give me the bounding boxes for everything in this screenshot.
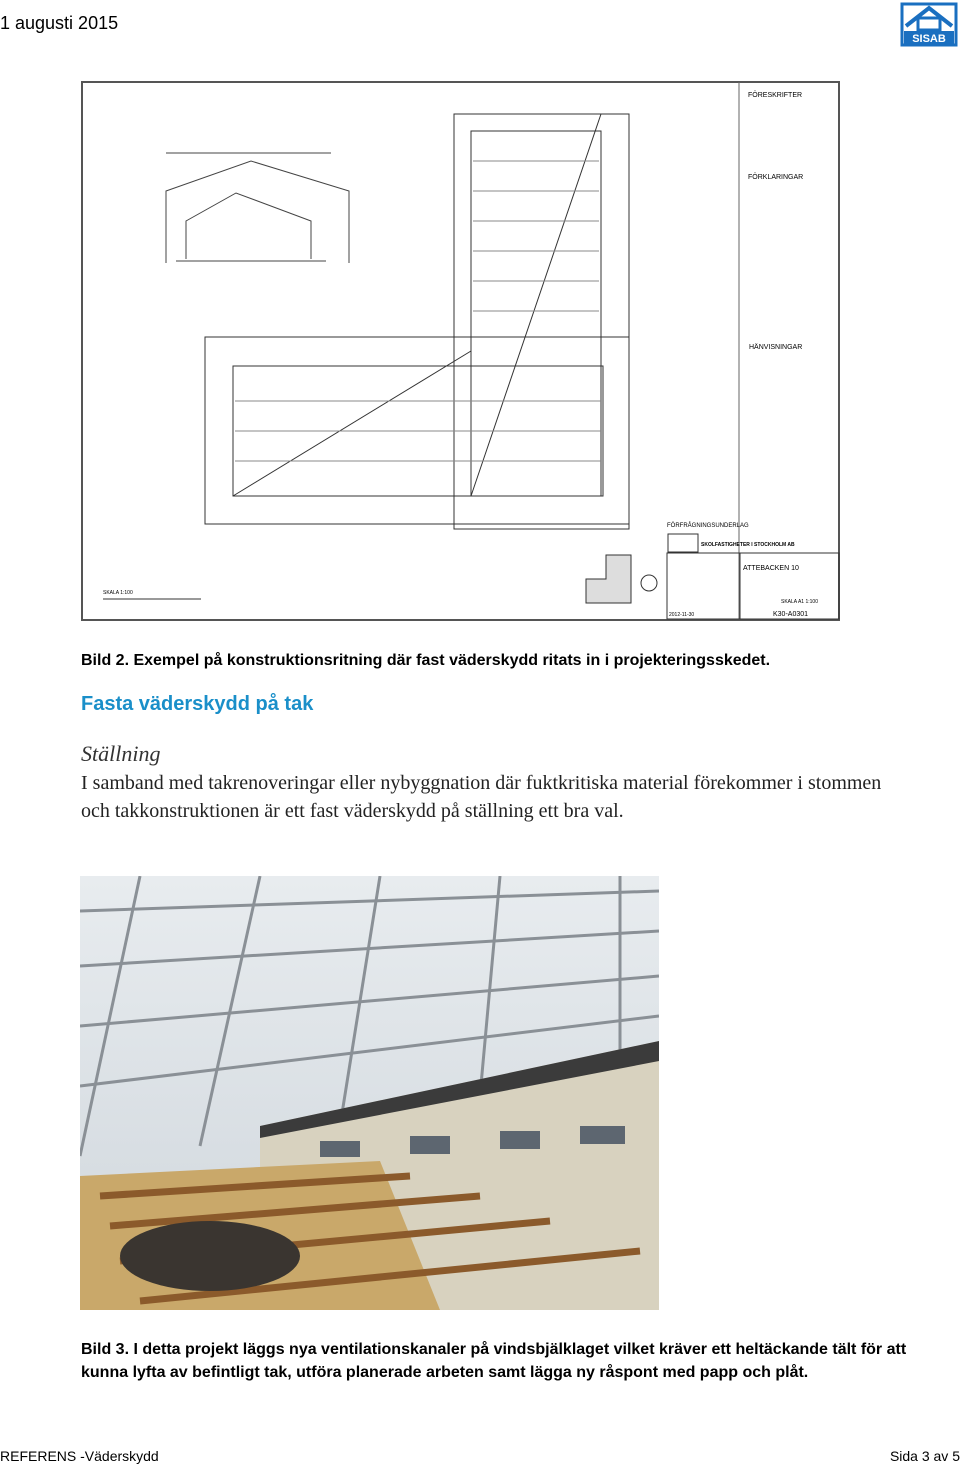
svg-text:SKOLFASTIGHETER I STOCKHOLM AB: SKOLFASTIGHETER I STOCKHOLM AB	[701, 542, 795, 548]
footer-title: REFERENS -Väderskydd	[0, 1448, 159, 1464]
svg-text:2012-11-30: 2012-11-30	[669, 612, 695, 618]
scaffold-tent-photo	[80, 876, 659, 1310]
figure-caption-3: Bild 3. I detta projekt läggs nya ventilationskanaler på vindsbjälklaget vilket kräver ett heltäckande tält för att kunna lyfta av befintligt tak, utföra planerade arbeten samt lägga ny råspont med papp och plåt.	[81, 1341, 907, 1381]
svg-text:SISAB: SISAB	[912, 33, 946, 45]
construction-drawing	[81, 81, 840, 621]
svg-text:HÄNVISNINGAR: HÄNVISNINGAR	[749, 344, 803, 351]
figure-caption-2: Bild 2. Exempel på konstruktionsritning där fast väderskydd ritats in i projekteringsskedet.	[81, 652, 771, 669]
svg-text:FÖRFRÅGNINGSUNDERLAG: FÖRFRÅGNINGSUNDERLAG	[667, 523, 749, 529]
svg-text:SKALA A1 1:100: SKALA A1 1:100	[781, 599, 818, 605]
header-date: 1 augusti 2015	[0, 13, 119, 33]
page-number: Sida 3 av 5	[889, 1448, 960, 1464]
svg-text:FÖRESKRIFTER: FÖRESKRIFTER	[748, 92, 803, 99]
svg-text:FÖRKLARINGAR: FÖRKLARINGAR	[748, 174, 804, 181]
section-title: Fasta väderskydd på tak	[81, 693, 314, 715]
subsection-title: Ställning	[81, 741, 161, 766]
svg-text:K30-A0301: K30-A0301	[773, 611, 809, 618]
svg-text:SKALA 1:100: SKALA 1:100	[103, 590, 133, 596]
sisab-logo	[900, 2, 958, 47]
body-paragraph: I samband med takrenoveringar eller nybyggnation där fuktkritiska material förekommer i stommen och takkonstruktionen är ett fast väderskydd på ställning ett bra val.	[81, 772, 882, 822]
svg-text:ATTEBACKEN 10: ATTEBACKEN 10	[743, 565, 799, 572]
